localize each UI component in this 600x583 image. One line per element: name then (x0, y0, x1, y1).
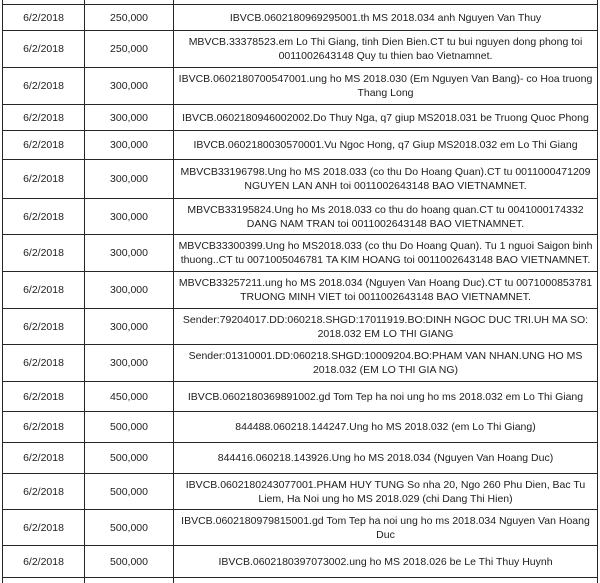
amount-cell: 500,000 (85, 412, 174, 442)
description-cell: MBVCB33196798.Ung ho MS 2018.033 (co thu Do Hoang Quan).CT tu 0011000471209 NGUYEN LAN ANH toi 0011002643148 BAO VIETNAMNET. (180, 166, 591, 192)
table-row (3, 412, 597, 443)
description-cell: IBVCB.0602180030570001.Vu Ngoc Hong, q7 Giup MS2018.032 em Lo Thi Giang (193, 139, 578, 151)
date-cell: 6/2/2018 (3, 510, 85, 545)
amount-cell: 300,000 (85, 345, 174, 381)
table-row (3, 68, 597, 105)
amount-cell: 300,000 (85, 105, 174, 130)
date-cell: 6/2/2018 (3, 199, 85, 234)
date-cell: 6/2/2018 (3, 68, 85, 104)
table-row (3, 345, 597, 382)
amount-cell: 250,000 (85, 31, 174, 67)
amount-cell: 300,000 (85, 68, 174, 104)
amount-cell: 250,000 (85, 5, 174, 30)
description-cell: MBVCB33195824.Ung ho Ms 2018.033 co thu do hoang quan.CT tu 0041000174332 DANG NAM TRAN toi 0011002643148 BAO VIETNAMNET. (187, 203, 584, 230)
table-row (3, 160, 597, 199)
date-cell (3, 0, 85, 4)
amount-cell: 300,000 (85, 309, 174, 344)
description-cell: MBVCB33257211.ung ho MS 2018.034 (Nguyen Van Hoang Duc).CT tu 0071000853781 TRUONG MINH VIET toi 0011002643148 BAO VIETNAMNET. (178, 277, 593, 303)
amount-cell: 300,000 (85, 272, 174, 308)
description-cell (174, 578, 597, 583)
description-cell: Sender:01310001.DD:060218.SHGD:10009204.BO:PHAM VAN NHAN.UNG HO MS 2018.032 (EM LO THI GIA NG) (188, 350, 583, 376)
table-row (3, 199, 597, 235)
table-row (3, 309, 597, 345)
table-row (3, 5, 597, 31)
date-cell: 6/2/2018 (3, 345, 85, 381)
description-cell: IBVCB.0602180369891002.gd Tom Tep ha noi ung ho ms 2018.032 em Lo Thi Giang (187, 390, 584, 403)
amount-cell: 500,000 (85, 510, 174, 545)
amount-cell (85, 578, 174, 583)
description-cell: IBVCB.0602180969295001.th MS 2018.034 anh Nguyen Van Thuy (229, 11, 542, 24)
amount-cell: 500,000 (85, 546, 174, 577)
date-cell: 6/2/2018 (3, 272, 85, 308)
description-cell (174, 0, 597, 4)
table-row (3, 131, 597, 160)
amount-cell: 300,000 (85, 199, 174, 234)
description-cell: IBVCB.0602180946002002.Do Thuy Nga, q7 giup MS2018.031 be Truong Quoc Phong (182, 111, 589, 124)
date-cell: 6/2/2018 (3, 235, 85, 271)
description-cell: Sender:79204017.DD:060218.SHGD:17011919.BO:DINH NGOC DUC TRI.UH MA SO: 2018.032 EM LO THI GIANG (182, 313, 589, 340)
amount-cell: 300,000 (85, 131, 174, 159)
description-cell: IBVCB.0602180243077001.PHAM HUY TUNG So nha 20, Ngo 260 Phu Dien, Bac Tu Liem, Ha Noi ung ho MS 2018.029 (chi Dang Thi Hien) (185, 478, 586, 505)
date-cell: 6/2/2018 (3, 309, 85, 344)
description-cell: MBVCB33300399.Ung ho MS2018.033 (co thu Do Hoang Quan). Tu 1 nguoi Saigon binh thuong..CT tu 0071005046781 TA KIM HOANG toi 0011002643148 BAO VIETNAMNET. (178, 240, 593, 266)
date-cell: 6/2/2018 (3, 160, 85, 198)
table-row (3, 546, 597, 578)
date-cell: 6/2/2018 (3, 105, 85, 130)
table-row (3, 382, 597, 412)
date-cell: 6/2/2018 (3, 31, 85, 67)
table-row (3, 474, 597, 510)
date-cell: 6/2/2018 (3, 131, 85, 159)
date-cell: 6/2/2018 (3, 412, 85, 442)
amount-cell: 300,000 (85, 235, 174, 271)
table-row (3, 443, 597, 474)
description-cell: IBVCB.0602180979815001.gd Tom Tep ha noi ung ho ms 2018.034 Nguyen Van Hoang Duc (181, 514, 590, 541)
partial-row-bottom (3, 578, 597, 583)
description-cell: IBVCB.0602180397073002.ung ho MS 2018.026 be Le Thi Thuy Huynh (218, 555, 553, 568)
description-cell: 844416.060218.143926.Ung ho MS 2018.034 (Nguyen Van Hoang Duc) (217, 452, 554, 464)
description-cell: MBVCB.33378523.em Lo Thi Giang, tinh Dien Bien.CT tu bui nguyen dong phong toi 0011002643148 Quy tu thien bao Vietnamnet. (188, 36, 583, 62)
table-row (3, 235, 597, 272)
table-row (3, 105, 597, 131)
table-row (3, 272, 597, 309)
table-row (3, 510, 597, 546)
amount-cell (85, 0, 174, 4)
description-cell: 844488.060218.144247.Ung ho MS 2018.032 (em Lo Thi Giang) (235, 421, 536, 433)
donations-table (2, 0, 598, 583)
amount-cell: 500,000 (85, 443, 174, 473)
amount-cell: 300,000 (85, 160, 174, 198)
date-cell: 6/2/2018 (3, 474, 85, 509)
date-cell: 6/2/2018 (3, 443, 85, 473)
amount-cell: 450,000 (85, 382, 174, 411)
table-row (3, 31, 597, 68)
date-cell: 6/2/2018 (3, 5, 85, 30)
date-cell (3, 578, 85, 583)
description-cell: IBVCB.0602180700547001.ung ho MS 2018.030 (Em Nguyen Van Bang)- co Hoa truong Thang Long (178, 73, 593, 99)
amount-cell: 500,000 (85, 474, 174, 509)
date-cell: 6/2/2018 (3, 382, 85, 411)
date-cell: 6/2/2018 (3, 546, 85, 577)
